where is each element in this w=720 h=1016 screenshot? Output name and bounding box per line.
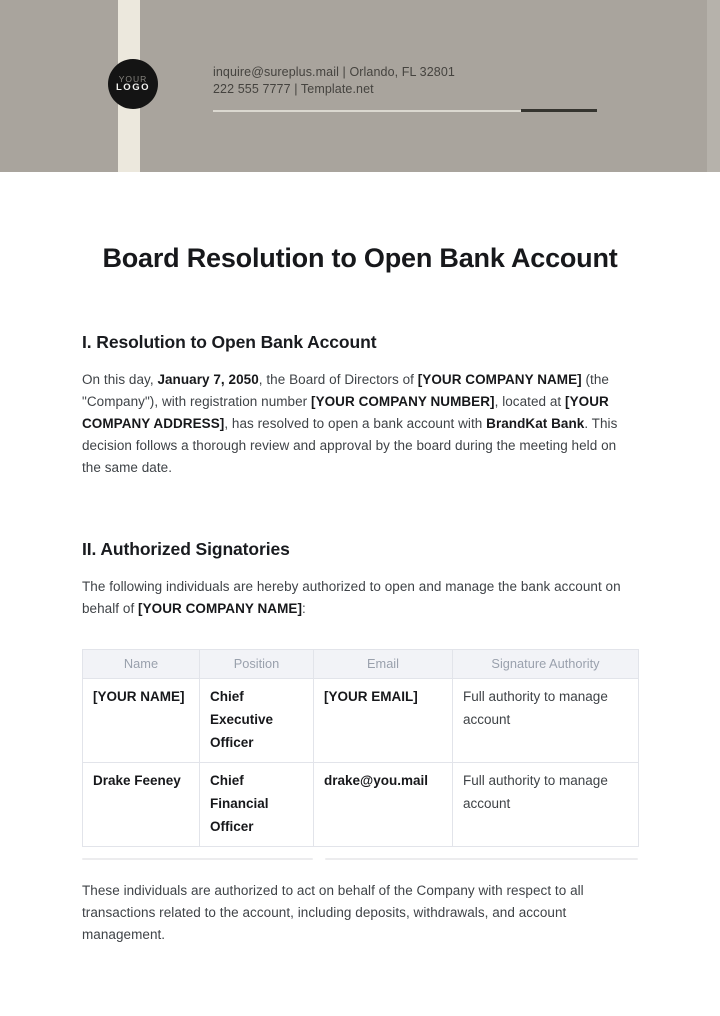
cell-email: drake@you.mail xyxy=(314,763,453,847)
cell-name: Drake Feeney xyxy=(83,763,200,847)
table-row xyxy=(83,679,639,763)
right-edge-band xyxy=(707,0,720,172)
section-2-heading: II. Authorized Signatories xyxy=(82,539,290,559)
contact-line-phone-site: 222 555 7777 | Template.net xyxy=(213,81,374,96)
table-underline-right xyxy=(325,858,638,860)
table-row xyxy=(83,763,639,847)
table-underline xyxy=(82,858,638,860)
logo-text-logo: LOGO xyxy=(116,82,150,94)
cell-position: Chief Financial Officer xyxy=(200,763,314,847)
contact-line-email-address: inquire@sureplus.mail | Orlando, FL 32801 xyxy=(213,65,455,79)
closing-paragraph: These individuals are authorized to act on behalf of the Company with respect to all transactions related to the account, including deposits, withdrawals, and account management. xyxy=(82,883,584,942)
header-rule-dark xyxy=(521,109,597,112)
section-2-paragraph: The following individuals are hereby authorized to open and manage the bank account on behalf of [YOUR COMPANY NAME]: xyxy=(82,579,621,616)
section-1-heading: I. Resolution to Open Bank Account xyxy=(82,332,377,352)
signatories-table xyxy=(82,649,639,847)
logo-text-your: YOUR xyxy=(118,73,148,84)
cell-signature-authority: Full authority to manage account xyxy=(453,763,639,847)
document-title: Board Resolution to Open Bank Account xyxy=(102,243,618,273)
cell-name: [YOUR NAME] xyxy=(83,679,200,763)
column-header-position: Position xyxy=(200,650,314,679)
table-underline-left xyxy=(82,858,313,860)
header-rule-light xyxy=(213,110,521,112)
table-header-row xyxy=(83,650,639,679)
cell-position: Chief Executive Officer xyxy=(200,679,314,763)
column-header-name: Name xyxy=(83,650,200,679)
cell-email: [YOUR EMAIL] xyxy=(314,679,453,763)
column-header-email: Email xyxy=(314,650,453,679)
contact-info xyxy=(213,64,455,97)
column-header-signature-authority: Signature Authority xyxy=(453,650,639,679)
cell-signature-authority: Full authority to manage account xyxy=(453,679,639,763)
letterhead xyxy=(0,0,720,172)
logo xyxy=(108,59,158,109)
section-1-paragraph: On this day, January 7, 2050, the Board of Directors of [YOUR COMPANY NAME] (the "Company"), with registration number [YOUR COMPANY NUMBER], located at [YOUR COMPANY ADDRESS], has resolved to open a bank account with BrandKat Bank. This decision follows a thorough review and approval by the board during the meeting held on the same date. xyxy=(82,372,618,475)
document-body xyxy=(0,242,720,946)
